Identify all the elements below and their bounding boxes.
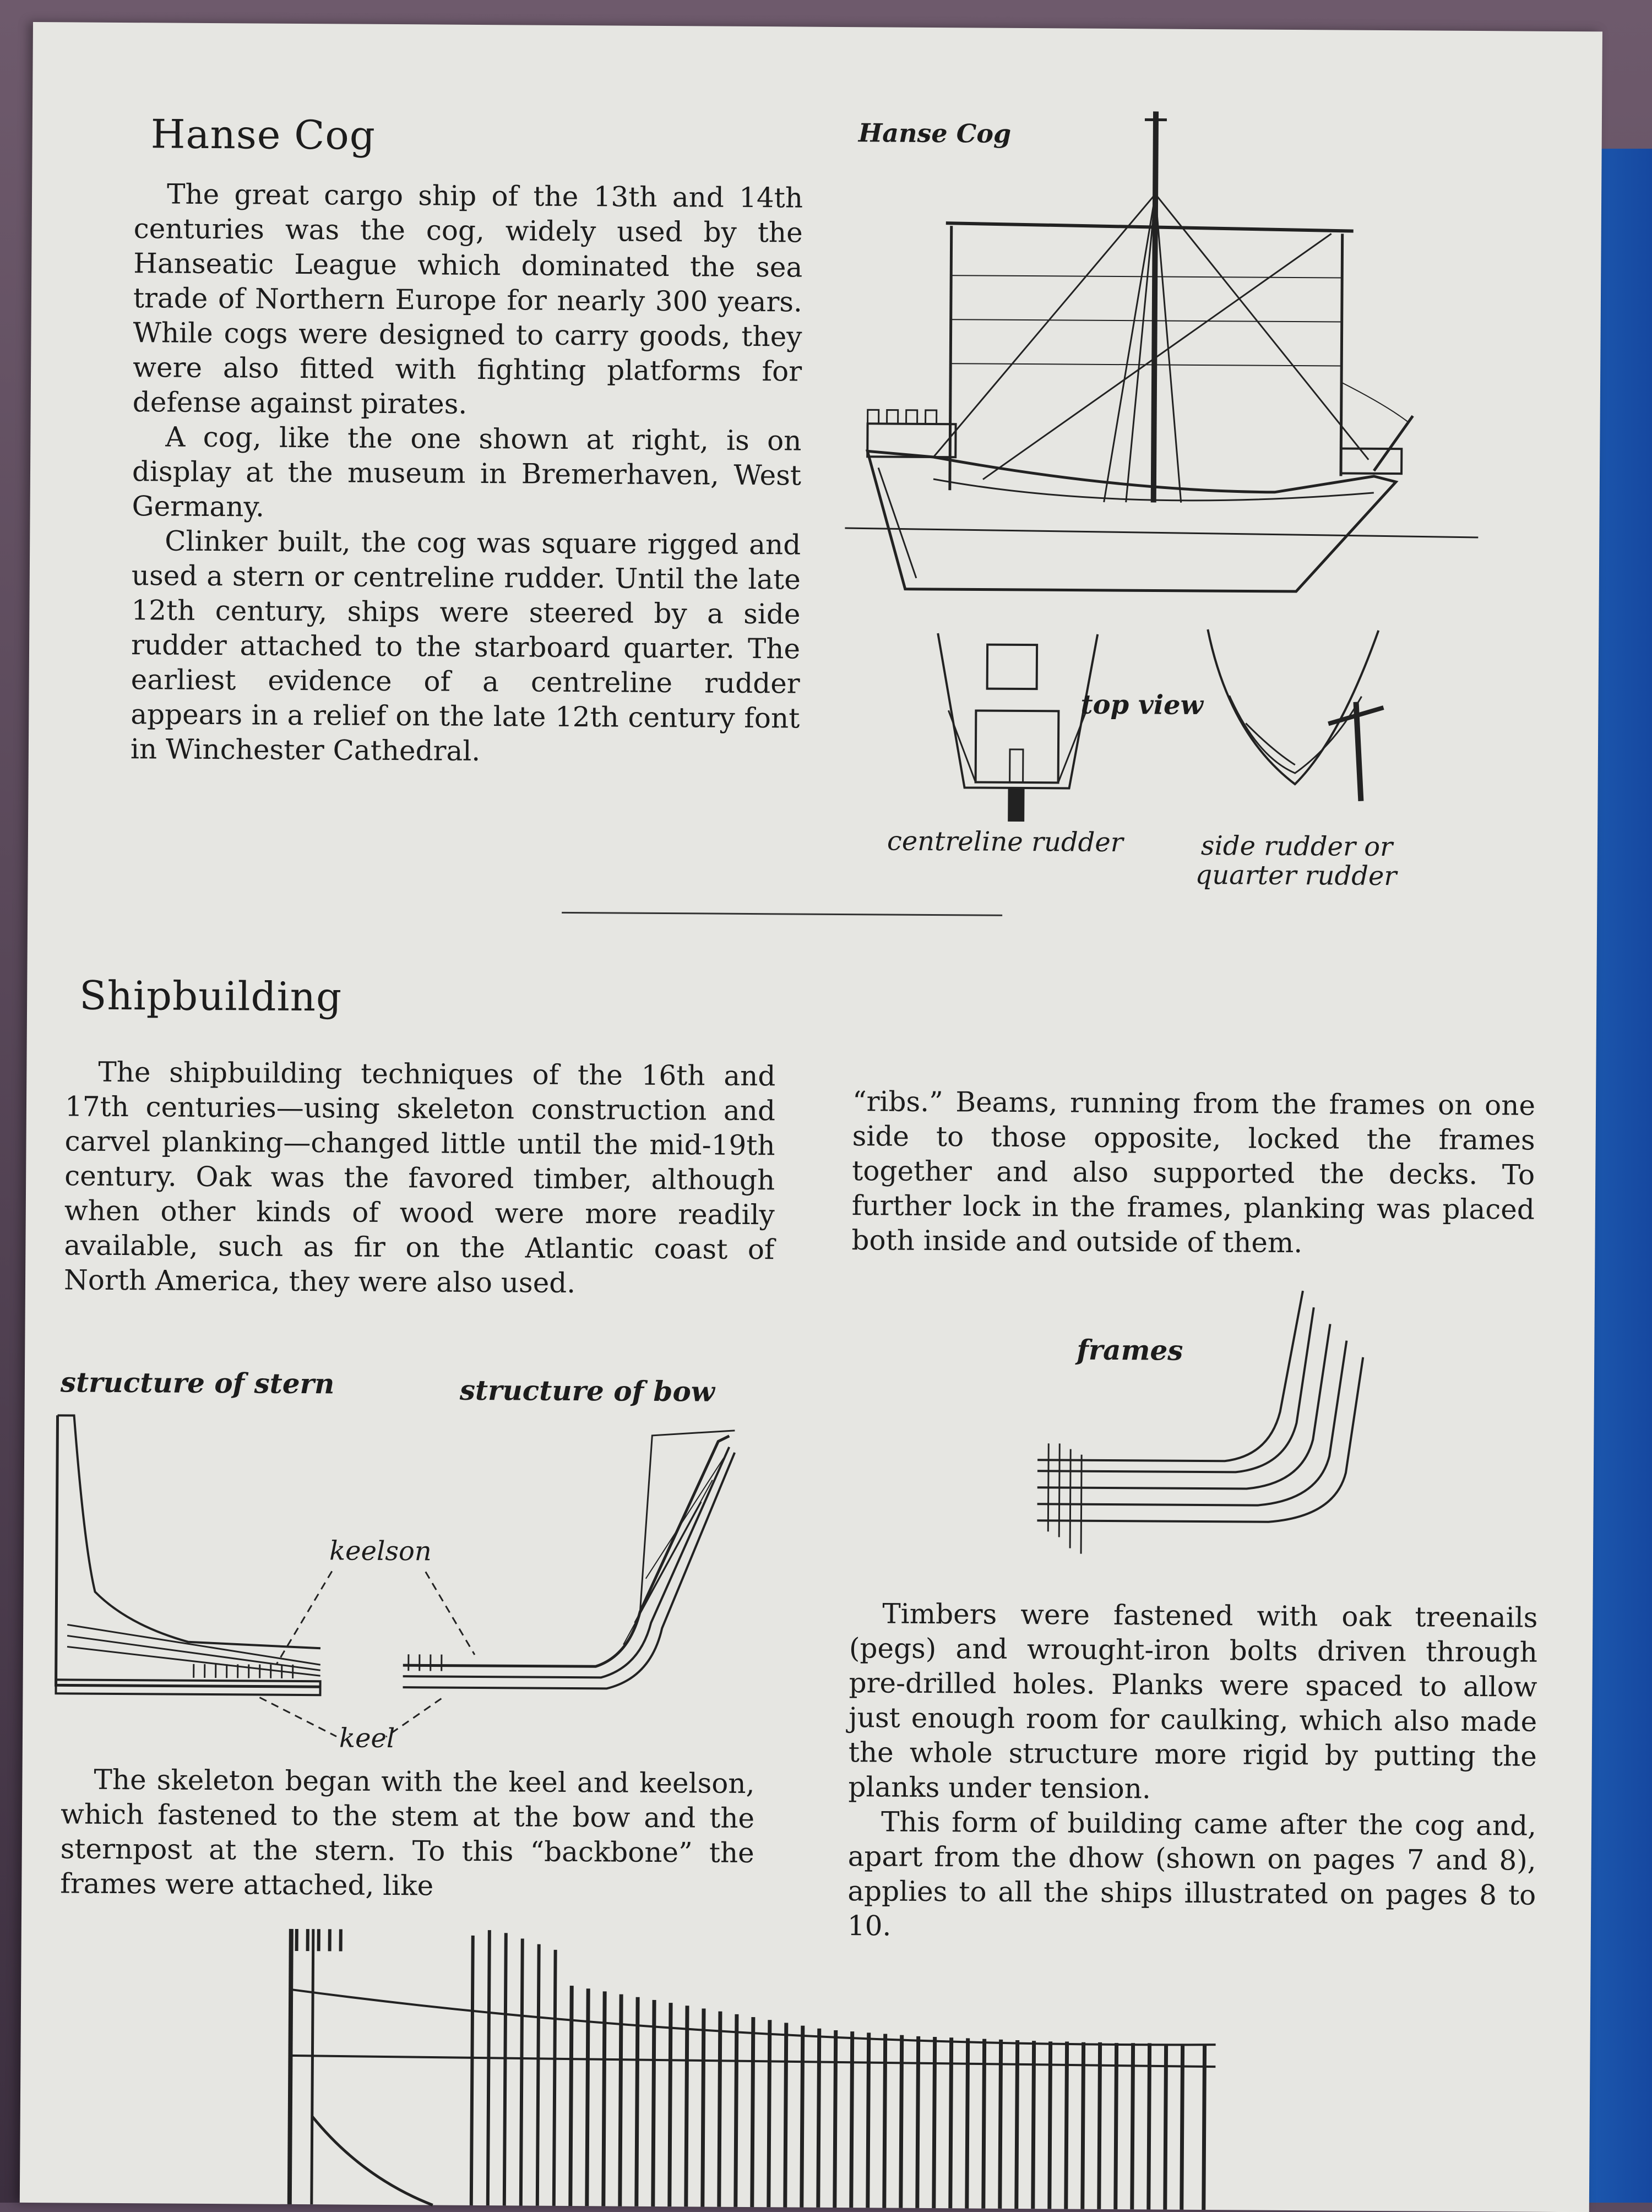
stern-bow-structure-diagram <box>45 1410 763 1767</box>
hanse-paragraph-2: A cog, like the one shown at right, is on display at the museum in Bremerhaven, West Germany. <box>132 420 801 528</box>
shipbuilding-paragraph-1: The shipbuilding techniques of the 16th and 17th centuries—using skeleton construction and carvel planking—changed little until the mid-19th century. Oak was the favored timber, although when other kinds of wood were more readily available, such as fir on the Atlantic coast of North America, they were also used. <box>64 1055 776 1302</box>
shipbuilding-col2-bottom <box>847 1596 1538 1948</box>
shipbuilding-heading: Shipbuilding <box>79 972 342 1020</box>
ship-skeleton-illustration <box>279 1918 1238 2210</box>
hanse-paragraph-3: Clinker built, the cog was square rigged and used a stern or centreline rudder. Until the late 12th century, ships were steered by a side rudder attached to the starboard quarter. The earliest evidence of a centreline rudder appears in a relief on the late 12th century font in Winchester Cathedral. <box>131 524 801 770</box>
frames-label: frames <box>1077 1334 1183 1367</box>
hanse-paragraph-1: The great cargo ship of the 13th and 14th centuries was the cog, widely used by the Hanseatic League which dominated the sea trade of Northern Europe for nearly 300 years. While cogs were designed to carry goods, they were also fitted with fighting platforms for defense against pirates. <box>133 177 803 423</box>
cog-ship-illustration <box>844 93 1481 626</box>
shipbuilding-paragraph-5: This form of building came after the cog and, apart from the dhow (shown on pages 7 and 8), applies to all the ships illustrated on pages 8 to 10. <box>847 1805 1537 1948</box>
shipbuilding-paragraph-3: “ribs.” Beams, running from the frames on one side to those opposite, locked the frames together and also supported the decks. To further lock in the frames, planking was placed both inside and outside of them. <box>851 1084 1535 1262</box>
shipbuilding-paragraph-4: Timbers were fastened with oak treenails (pegs) and wrought-iron bolts driven through pre-drilled holes. Planks were spaced to allow just enough room for caulking, which also made the whole structure more rigid by putting the planks under tension. <box>848 1596 1537 1809</box>
top-view-label: top view <box>1080 689 1203 721</box>
shipbuilding-col1-top <box>64 1055 776 1302</box>
shipbuilding-col2-top <box>851 1084 1535 1262</box>
side-rudder-diagram <box>1195 613 1417 834</box>
cog-figure-title: Hanse Cog <box>858 118 1012 149</box>
centreline-rudder-label: centreline rudder <box>887 826 1123 858</box>
section-divider <box>562 912 1002 916</box>
book-page <box>20 22 1602 2212</box>
side-rudder-label-1: side rudder or <box>1201 830 1393 862</box>
bow-structure-label: structure of bow <box>460 1374 715 1408</box>
frames-diagram <box>1026 1278 1369 1578</box>
stern-structure-label: structure of stern <box>61 1366 335 1400</box>
hanse-cog-text <box>131 177 803 770</box>
side-rudder-label-2: quarter rudder <box>1195 860 1396 892</box>
centreline-rudder-diagram <box>926 611 1104 844</box>
keel-label: keel <box>339 1722 395 1754</box>
hanse-cog-heading: Hanse Cog <box>151 111 376 158</box>
keelson-label: keelson <box>329 1535 432 1567</box>
shipbuilding-col1-bottom <box>60 1762 755 1905</box>
shipbuilding-paragraph-2: The skeleton began with the keel and keelson, which fastened to the stem at the bow and the sternpost at the stern. To this “backbone” the frames were attached, like <box>60 1762 755 1905</box>
